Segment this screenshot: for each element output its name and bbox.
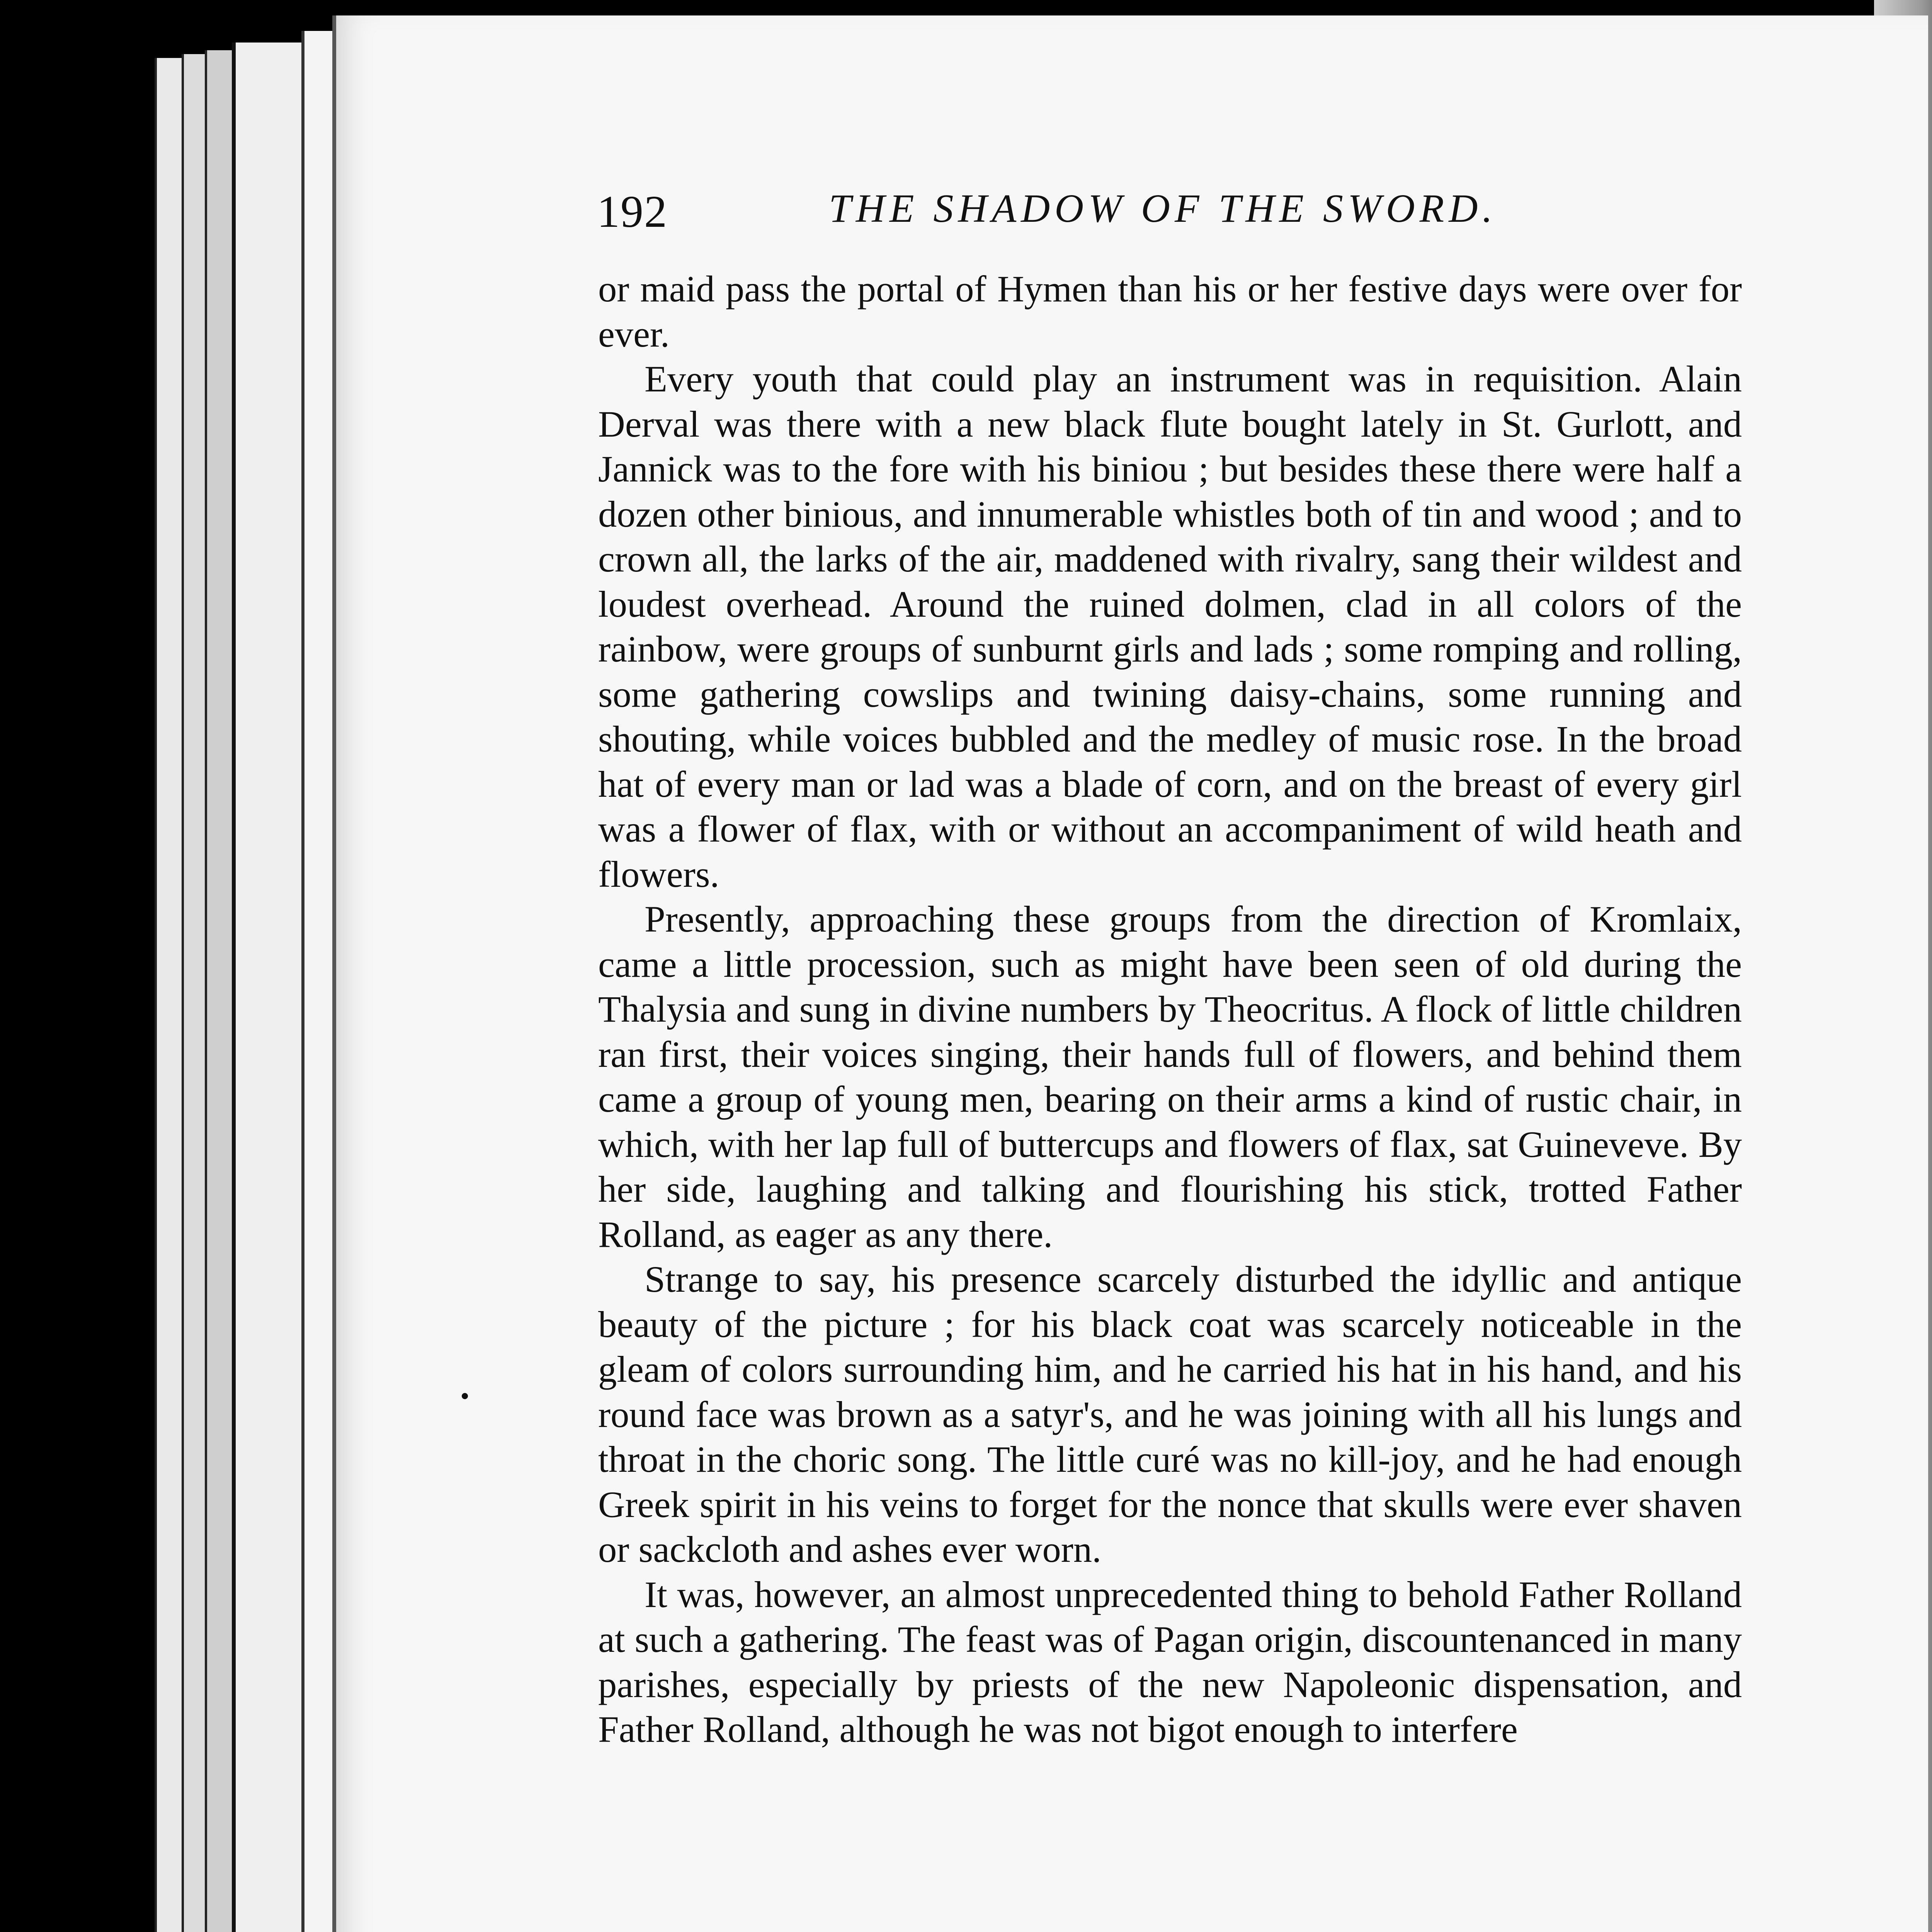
- page-edge: [182, 54, 207, 1932]
- ink-speck: [462, 1393, 468, 1399]
- page-edge: [205, 50, 234, 1932]
- page-edge: [155, 58, 184, 1932]
- paragraph: or maid pass the portal of Hymen than his or her festive days were over for ever.: [598, 268, 1742, 355]
- page-edge: [301, 31, 335, 1932]
- paragraph: Every youth that could play an instrument was in requisition. Alain Derval was there with a new black flute bought lately in St. Gurlott, and Jannick was to the fore with his biniou ; but besides these there were half a dozen other binious, and innumerable whistles both of tin and wood ; and to crown all, the larks of the air, maddened with rivalry, sang their wildest and loudest overhead. Around the ruined dolmen, clad in all colors of the rainbow, were groups of sunburnt girls and lads ; some romping and rolling, some gathering cowslips and twining daisy-chains, some running and shouting, while voices bubbled and the medley of music rose. In the broad hat of every man or lad was a blade of corn, and on the breast of every girl was a flower of flax, with or without an accompaniment of wild heath and flowers.: [598, 358, 1742, 895]
- page-edge: [232, 43, 305, 1932]
- running-title: THE SHADOW OF THE SWORD.: [829, 186, 1497, 231]
- page-body: [598, 267, 1742, 1932]
- paragraph: Strange to say, his presence scarcely disturbed the idyllic and antique beauty of the picture ; for his black coat was scarcely noticeable in the gleam of colors surrounding him, and he carried his hat in his hand, and his round face was brown as a satyr's, and he was joining with all his lungs and throat in the choric song. The little curé was no kill-joy, and he had enough Greek spirit in his veins to forget for the nonce that skulls were ever shaven or sackcloth and ashes ever worn.: [598, 1259, 1742, 1570]
- paragraph: Presently, approaching these groups from the direction of Kromlaix, came a little procession, such as might have been seen of old during the Thalysia and sung in divine numbers by Theocritus. A flock of little children ran first, their voices singing, their hands full of flowers, and behind them came a group of young men, bearing on their arms a kind of rustic chair, in which, with her lap full of buttercups and flowers of flax, sat Guineveve. By her side, laughing and talking and flourishing his stick, trotted Father Rolland, as eager as any there.: [598, 898, 1742, 1255]
- paragraph: It was, however, an almost unprecedented thing to behold Father Rolland at such a gathering. The feast was of Pagan origin, discountenanced in many parishes, especially by priests of the new Napoleonic dispensation, and Father Rolland, although he was not bigot enough to interfere: [598, 1573, 1742, 1750]
- page-header: [597, 185, 1745, 240]
- page-number: 192: [597, 186, 668, 237]
